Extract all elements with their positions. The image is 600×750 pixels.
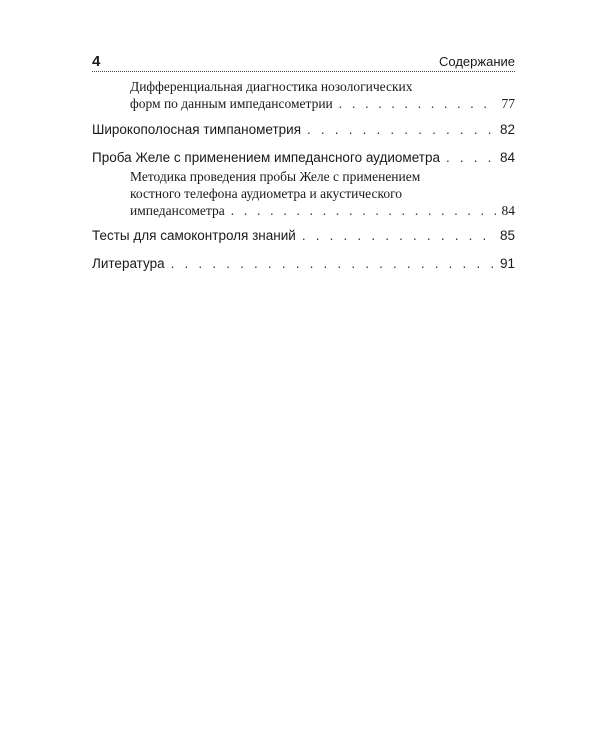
dot-leader (171, 255, 494, 273)
running-title: Содержание (439, 54, 515, 69)
toc-entry-gelle-test[interactable] (92, 149, 515, 167)
toc-entry-title: Литература (92, 256, 165, 271)
dot-leader (339, 95, 496, 112)
dot-leader (446, 149, 494, 167)
toc-entry-self-control-tests[interactable] (92, 227, 515, 245)
toc-page-number: 91 (499, 256, 515, 271)
header-divider (92, 71, 515, 72)
toc-entry-wideband-tympanometry[interactable] (92, 121, 515, 139)
toc-entry-gelle-method[interactable] (92, 168, 515, 219)
toc-entry-title-line: Методика проведения пробы Желе с применением (130, 169, 421, 184)
toc-entry-differential-diagnosis[interactable] (92, 78, 515, 112)
table-of-contents (92, 78, 515, 273)
page-number: 4 (92, 53, 101, 70)
toc-entry-title-line: форм по данным импедансометрии (130, 96, 333, 111)
toc-page-number: 84 (499, 150, 515, 165)
toc-entry-title-line: Дифференциальная диагностика нозологических (130, 79, 413, 94)
dot-leader (302, 227, 494, 245)
toc-entry-literature[interactable] (92, 255, 515, 273)
toc-entry-title: Тесты для самоконтроля знаний (92, 228, 296, 243)
toc-entry-title: Широкополосная тимпанометрия (92, 122, 301, 137)
toc-entry-title-line: импедансометра (130, 203, 225, 218)
toc-page-number: 85 (499, 228, 515, 243)
toc-page-number: 82 (499, 122, 515, 137)
toc-page-number: 77 (501, 96, 515, 111)
dot-leader (307, 121, 494, 139)
toc-page-number: 84 (501, 203, 515, 218)
toc-entry-title: Проба Желе с применением импедансного аудиометра (92, 150, 440, 165)
page-header (92, 51, 515, 71)
dot-leader (231, 202, 496, 219)
book-page (92, 0, 515, 750)
toc-entry-title-line: костного телефона аудиометра и акустического (130, 186, 403, 201)
